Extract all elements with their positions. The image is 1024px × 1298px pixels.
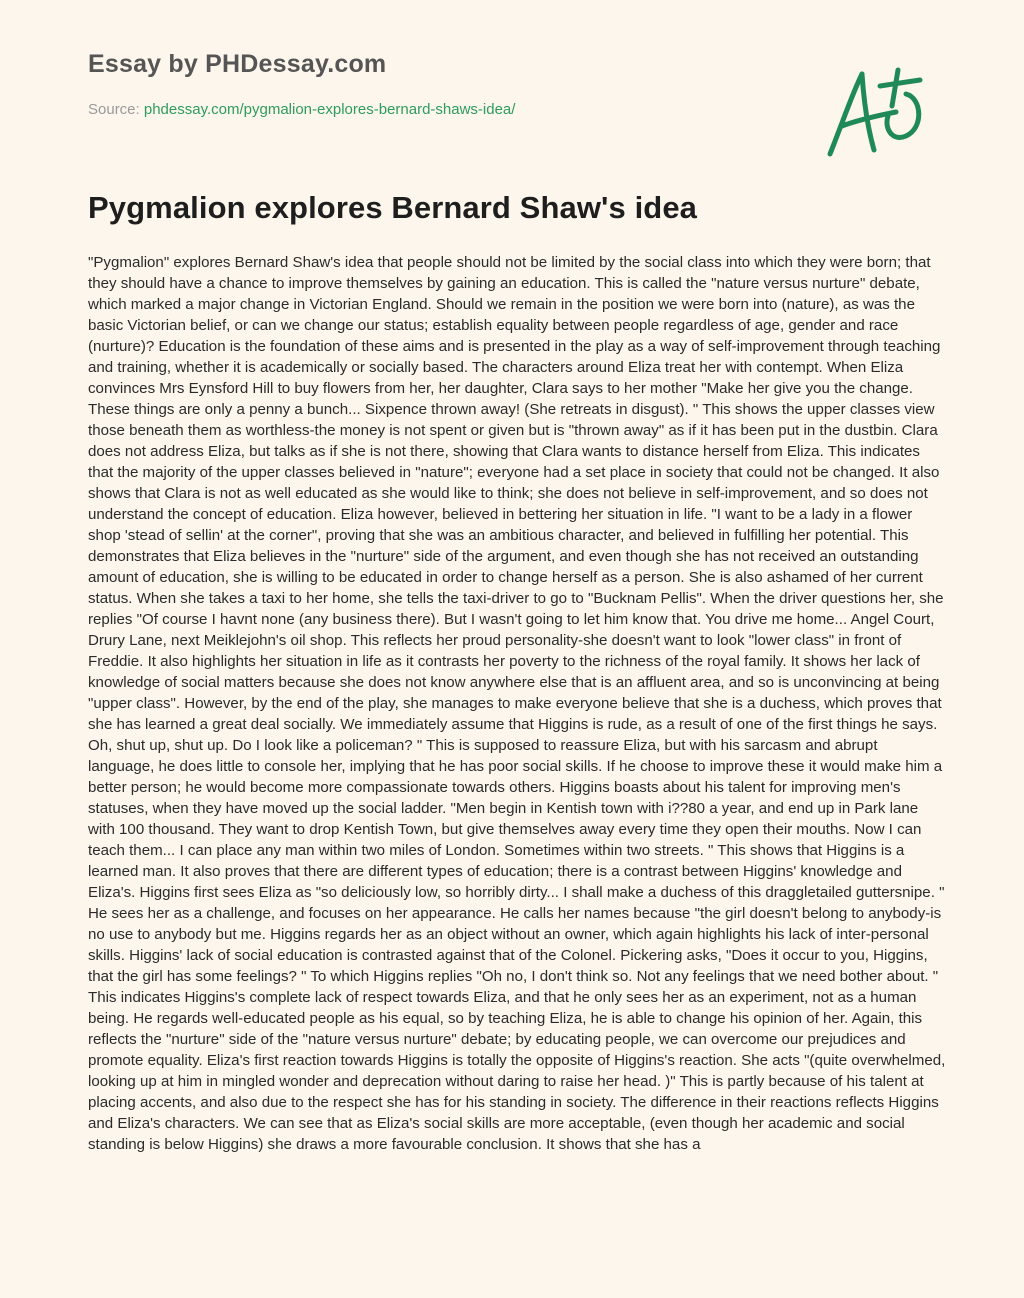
essay-title: Pygmalion explores Bernard Shaw's idea (88, 190, 697, 225)
a-plus-grade-icon (822, 64, 930, 160)
site-title: Essay by PHDessay.com (88, 50, 387, 78)
essay-body: "Pygmalion" explores Bernard Shaw's idea that people should not be limited by the social class into which they were born; that they should have a chance to improve themselves by gaining an education. This is called the "nature versus nurture" debate, which marked a major change in Victorian England. Should we remain in the position we were born into (nature), as was the basic Victorian belief, or can we change our status; establish equality between people regardless of age, gender and race (nurture)? Education is the foundation of these aims and is presented in the play as a way of self-improvement through teaching and training, whether it is academically or socially based. The characters around Eliza treat her with contempt. When Eliza convinces Mrs Eynsford Hill to buy flowers from her, her daughter, Clara says to her mother "Make her give you the change. These things are only a penny a bunch... Sixpence thrown away! (She retreats in disgust). " This shows the upper classes view those beneath them as worthless-the money is not spent or given but is "thrown away" as if it has been put in the dustbin. Clara does not address Eliza, but talks as if she is not there, showing that Clara wants to distance herself from Eliza. This indicates that the majority of the upper classes believed in "nature"; everyone had a set place in society that could not be changed. It also shows that Clara is not as well educated as she would like to think; she does not believe in self-improvement, and so does not understand the concept of education. Eliza however, believed in bettering her situation in life. "I want to be a lady in a flower shop 'stead of sellin' at the corner", proving that she was an ambitious character, and believed in fulfilling her potential. This demonstrates that Eliza believes in the "nurture" side of the argument, and even though she has not received an outstanding amount of education, she is willing to be educated in order to change herself as a person. She is also ashamed of her current status. When she takes a taxi to her home, she tells the taxi-driver to go to "Bucknam Pellis". When the driver questions her, she replies "Of course I havnt none (any business there). But I wasn't going to let him know that. You drive me home... Angel Court, Drury Lane, next Meiklejohn's oil shop. This reflects her proud personality-she doesn't want to look "lower class" in front of Freddie. It also highlights her situation in life as it contrasts her poverty to the richness of the royal family. It shows her lack of knowledge of social matters because she does not know anywhere else that is an affluent area, and so is unconvincing at being "upper class". However, by the end of the play, she manages to make everyone believe that she is a duchess, which proves that she has learned a great deal socially. We immediately assume that Higgins is rude, as a result of one of the first things he says. Oh, shut up, shut up. Do I look like a policeman? " This is supposed to reassure Eliza, but with his sarcasm and abrupt language, he does little to console her, implying that he has poor social skills. If he choose to improve these it would make him a better person; he would become more compassionate towards others. Higgins boasts about his talent for improving men's statuses, when they have moved up the social ladder. "Men begin in Kentish town with i??80 a year, and end up in Park lane with 100 thousand. They want to drop Kentish Town, but give themselves away every time they open their mouths. Now I can teach them... I can place any man within two miles of London. Sometimes within two streets. " This shows that Higgins is a learned man. It also proves that there are different types of education; there is a contrast between Higgins' knowledge and Eliza's. Higgins first sees Eliza as "so deliciously low, so horribly dirty... I shall make a duchess of this draggletailed guttersnipe. " He sees her as a challenge, and focuses on her appearance. He calls her names because "the girl doesn't belong to anybody-is no use to anybody but me. Higgins regards her as an object without an owner, which again highlights his lack of inter-personal skills. Higgins' lack of social education is contrasted against that of the Colonel. Pickering asks, "Does it occur to you, Higgins, that the girl has some feelings? " To which Higgins replies "Oh no, I don't think so. Not any feelings that we need bother about. " This indicates Higgins's complete lack of respect towards Eliza, and that he only sees her as an experiment, not as a human being. He regards well-educated people as his equal, so by teaching Eliza, he is able to change his opinion of her. Again, this reflects the "nurture" side of the "nature versus nurture" debate; by educating people, we can overcome our prejudices and promote equality. Eliza's first reaction towards Higgins is totally the opposite of Higgins's reaction. She acts "(quite overwhelmed, looking up at him in mingled wonder and deprecation without daring to raise her head. )" This is partly because of his talent at placing accents, and also due to the respect she has for his standing in society. The difference in their reactions reflects Higgins and Eliza's characters. We can see that as Eliza's social skills are more acceptable, (even though her academic and social standing is below Higgins) she draws a more favourable conclusion. It shows that she has a (88, 254, 946, 1153)
source-line (88, 101, 515, 118)
source-label: Source: (88, 101, 144, 118)
source-link[interactable]: phdessay.com/pygmalion-explores-bernard-shaws-idea/ (143, 101, 516, 118)
